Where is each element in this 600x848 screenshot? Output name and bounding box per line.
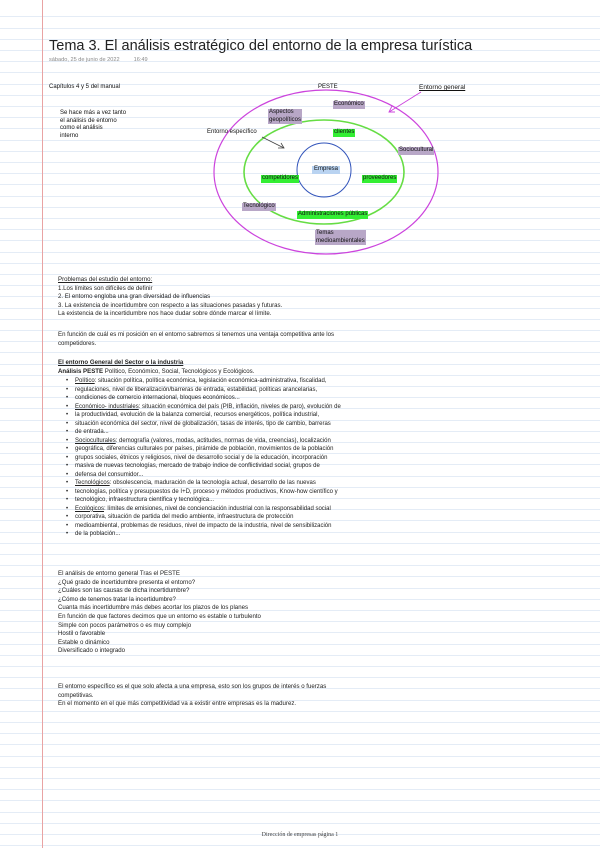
list-item bbox=[58, 437, 341, 446]
function-line: competidores. bbox=[58, 339, 97, 347]
label-economico: Económico bbox=[334, 101, 364, 107]
factor-text: : obsolescencia, maduración de la tecnología actual, desarrollo de las nuevas bbox=[109, 480, 316, 487]
label-aspectos-line: Aspectos bbox=[269, 109, 294, 115]
factor-term: Político bbox=[75, 378, 95, 385]
factor-text: medioambiental, problemas de residuos, nivel de impacto de la industria, nivel de sensibilización bbox=[75, 522, 332, 529]
label-tecnologico: Tecnológico bbox=[243, 203, 275, 209]
list-item bbox=[58, 479, 341, 488]
list-item-continuation bbox=[58, 496, 341, 505]
list-item-continuation bbox=[58, 530, 341, 539]
list-item-continuation bbox=[58, 411, 341, 420]
analysis-line: ¿Cómo de tenemos tratar la incertidumbre? bbox=[58, 595, 176, 603]
general-heading: El entorno General del Sector o la industria bbox=[58, 359, 184, 366]
list-item-continuation bbox=[58, 428, 341, 437]
peste-factor-list bbox=[58, 377, 341, 539]
factor-term: Ecológicos bbox=[75, 505, 105, 512]
analysis-line: Hostil o favorable bbox=[58, 630, 106, 638]
factor-text: : situación política, política económica, legislación económica-administrativa, fiscalidad, bbox=[94, 378, 327, 385]
peste-line bbox=[58, 368, 341, 377]
label-aspectos-geopoliticos bbox=[268, 109, 302, 124]
specific-line: El entorno específico es el que solo afecta a una empresa, esto son los grupos de interés o fuerzas bbox=[58, 683, 327, 690]
side-note bbox=[60, 110, 126, 140]
factor-text: de entrada... bbox=[75, 429, 109, 436]
factor-text: la productividad, evolución de la balanza comercial, recursos energéticos, política industrial, bbox=[75, 412, 320, 419]
problems-line: La existencia de la incertidumbre nos hace dudar sobre dónde marcar el límite. bbox=[58, 310, 272, 318]
factor-text: : límites de emisiones, nivel de concienciación industrial con la responsabilidad social bbox=[104, 505, 331, 512]
label-sociocultural: Sociocultural bbox=[399, 147, 434, 153]
analysis-line: Estable o dinámico bbox=[58, 638, 110, 646]
specific-environment-section bbox=[58, 683, 326, 709]
general-environment-section bbox=[58, 359, 341, 539]
list-item-continuation bbox=[58, 386, 341, 395]
list-item-continuation bbox=[58, 394, 341, 403]
analysis-line: ¿Qué grado de incertidumbre presenta el entorno? bbox=[58, 578, 196, 586]
side-note-line: el análisis de entorno bbox=[60, 117, 117, 124]
analysis-line: ¿Cuáles son las causas de dicha incertidumbre? bbox=[58, 587, 190, 595]
factor-text: tecnológico, infraestructura científica y tecnológica... bbox=[75, 497, 215, 504]
factor-term: Económico- industriales bbox=[75, 403, 139, 410]
label-proveedores: proveedores bbox=[363, 175, 397, 181]
label-empresa: Empresa bbox=[314, 166, 339, 172]
factor-text: : situación económica del país (PIB, inflación, niveles de paro), evolución de bbox=[138, 403, 341, 410]
analysis-line: Diversificado o integrado bbox=[58, 647, 126, 655]
analysis-section bbox=[58, 570, 261, 656]
specific-line: En el momento en el que más competitividad va a existir entre empresas es la madurez. bbox=[58, 700, 297, 708]
factor-text: masiva de nuevas tecnologías, mercado de trabajo índice de conflictividad social, grupos de bbox=[75, 463, 320, 470]
side-note-line: como el análisis bbox=[60, 125, 103, 131]
list-item-continuation bbox=[58, 488, 341, 497]
label-administraciones: Administraciones públicas bbox=[298, 211, 368, 217]
arrow-line-entorno-general bbox=[389, 92, 421, 112]
arrow-line-entorno-especifico bbox=[262, 137, 284, 148]
side-note-line: Se hace más a vez tanto bbox=[60, 110, 127, 116]
factor-text: geográfica, diferencias culturales por países, pirámide de población, movimientos de la población bbox=[75, 446, 334, 453]
side-note-line: interno bbox=[60, 132, 79, 139]
list-item-continuation bbox=[58, 454, 341, 463]
label-aspectos-line: geopolíticos bbox=[269, 116, 302, 123]
peste-analysis-label: Análisis PESTE bbox=[58, 367, 104, 375]
analysis-line: En función de que factores decimos que un entorno es estable o turbulento bbox=[58, 612, 261, 620]
specific-line: competitivas. bbox=[58, 691, 94, 699]
label-temas-medioambientales bbox=[315, 230, 366, 245]
factor-term: Socioculturales bbox=[75, 437, 116, 444]
factor-text: tecnologías, política y presupuestos de I+D, proceso y métodos productivos, Know-how científico y bbox=[75, 488, 338, 495]
factor-text: de la población... bbox=[75, 531, 121, 538]
note-date: sábado, 25 de junio de 2022 bbox=[49, 57, 120, 63]
peste-analysis-text: Político, Económico, Social, Tecnológicos y Ecológicos. bbox=[103, 367, 255, 375]
list-item bbox=[58, 403, 341, 412]
function-paragraph bbox=[58, 331, 334, 348]
page-footer: Dirección de empresas página 1 bbox=[261, 832, 339, 838]
analysis-line: El análisis de entorno general Tras el PESTE bbox=[58, 570, 180, 577]
page-title: Tema 3. El análisis estratégico del entorno de la empresa turística bbox=[49, 38, 473, 54]
peste-label: PESTE bbox=[318, 84, 338, 90]
analysis-line: Simple con pocos parámetros o es muy complejo bbox=[58, 621, 192, 629]
list-item bbox=[58, 505, 341, 514]
factor-text: situación económica del sector, nivel de globalización, tasas de interés, tipo de cambio, barreras bbox=[75, 420, 331, 427]
problems-section bbox=[58, 276, 282, 319]
label-temas-line: Temas bbox=[316, 230, 334, 236]
factor-text: regulaciones, nivel de liberalización/barreras de entrada, estabilidad, políticas arancelarias, bbox=[75, 386, 318, 393]
list-item-continuation bbox=[58, 462, 341, 471]
entorno-especifico-label: Entorno específico bbox=[207, 129, 257, 135]
list-item-continuation bbox=[58, 420, 341, 429]
problems-line: 3. La existencia de incertidumbre con respecto a las situaciones pasadas y futuras. bbox=[58, 301, 283, 309]
problems-heading: Problemas del estudio del entorno: bbox=[58, 276, 153, 283]
list-item-continuation bbox=[58, 445, 341, 454]
factor-text: defensa del consumidor... bbox=[75, 471, 144, 478]
note-time: 16:49 bbox=[133, 57, 148, 63]
list-item-continuation bbox=[58, 513, 341, 522]
analysis-line: Cuanta más incertidumbre más debes acortar los plazos de los planes bbox=[58, 604, 249, 612]
factor-text: corporativa, situación de partida del medio ambiente, infraestructura de protección bbox=[75, 514, 294, 521]
chapters-note: Capítulos 4 y 5 del manual bbox=[49, 84, 121, 90]
entorno-general-label: Entorno general bbox=[419, 84, 466, 91]
label-clientes: clientes bbox=[334, 129, 355, 135]
list-item-continuation bbox=[58, 522, 341, 531]
factor-text: : demografía (valores, modas, actitudes, normas de vida, creencias), localización bbox=[115, 437, 331, 444]
factor-text: condiciones de comercio internacional, bloques económicos... bbox=[75, 395, 240, 402]
list-item-continuation bbox=[58, 471, 341, 480]
list-item bbox=[58, 377, 341, 386]
label-competidores: competidores bbox=[262, 175, 299, 181]
factor-term: Tecnológicos bbox=[75, 480, 110, 487]
problems-line: 2. El entorno engloba una gran diversidad de influencias bbox=[58, 293, 211, 301]
problems-line: 1.Los límites son difíciles de definir bbox=[58, 284, 153, 292]
label-temas-line: medioambientales bbox=[316, 237, 365, 244]
function-line: En función de cuál es mi posición en el entorno sabremos si tenemos una ventaja competitiva ante los bbox=[58, 331, 335, 338]
factor-text: grupos sociales, étnicos y religiosos, nivel de desarrollo social y de la educación, incorporación bbox=[75, 454, 328, 461]
